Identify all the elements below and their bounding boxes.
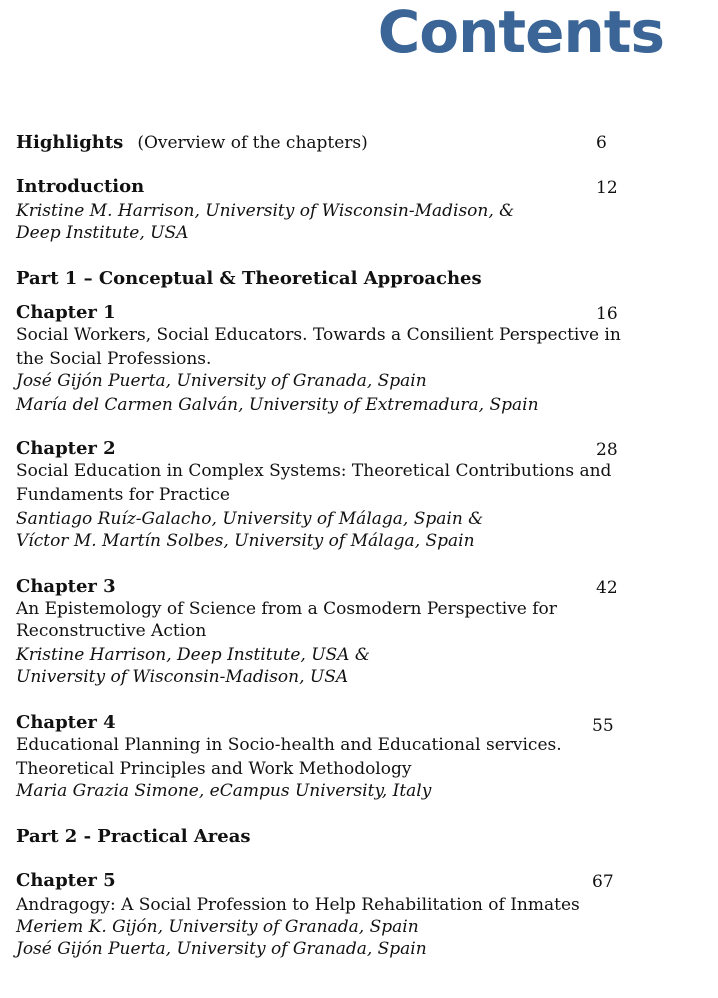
chapter-3-page: 42 bbox=[596, 578, 618, 598]
toc-entry-introduction[interactable]: Introduction bbox=[16, 176, 145, 197]
chapter-4-author-line: Maria Grazia Simone, eCampus University, Italy bbox=[16, 781, 432, 801]
chapter-2-author-line: Santiago Ruíz-Galacho, University of Málaga, Spain & bbox=[16, 509, 484, 529]
chapter-5-author-line: Meriem K. Gijón, University of Granada, Spain bbox=[16, 917, 419, 937]
toc-entry-chapter-1[interactable]: Chapter 1 bbox=[16, 302, 116, 323]
highlights-label: Highlights bbox=[16, 132, 124, 153]
page-title: Contents bbox=[377, 0, 664, 66]
chapter-1-page: 16 bbox=[596, 304, 618, 324]
chapter-3-title-line: Reconstructive Action bbox=[16, 621, 207, 641]
chapter-2-author-line: Víctor M. Martín Solbes, University of Málaga, Spain bbox=[16, 531, 475, 551]
highlights-page: 6 bbox=[596, 133, 607, 153]
chapter-4-page: 55 bbox=[592, 716, 614, 736]
chapter-4-title-line: Educational Planning in Socio-health and Educational services. bbox=[16, 735, 562, 755]
part-1-heading[interactable]: Part 1 – Conceptual & Theoretical Approaches bbox=[16, 268, 482, 289]
chapter-2-title-line: Fundaments for Practice bbox=[16, 485, 230, 505]
introduction-author-line: Kristine M. Harrison, University of Wisconsin-Madison, & bbox=[16, 201, 515, 221]
chapter-3-author-line: Kristine Harrison, Deep Institute, USA & bbox=[16, 645, 370, 665]
chapter-2-title-line: Social Education in Complex Systems: Theoretical Contributions and bbox=[16, 461, 612, 481]
part-2-heading[interactable]: Part 2 - Practical Areas bbox=[16, 826, 251, 847]
chapter-4-title-line: Theoretical Principles and Work Methodology bbox=[16, 759, 412, 779]
chapter-5-title-line: Andragogy: A Social Profession to Help Rehabilitation of Inmates bbox=[16, 895, 580, 915]
toc-entry-chapter-4[interactable]: Chapter 4 bbox=[16, 712, 116, 733]
toc-entry-highlights[interactable] bbox=[16, 132, 368, 154]
chapter-1-title-line: Social Workers, Social Educators. Towards a Consilient Perspective in bbox=[16, 325, 621, 345]
toc-entry-chapter-3[interactable]: Chapter 3 bbox=[16, 576, 116, 597]
highlights-subtitle: (Overview of the chapters) bbox=[137, 133, 368, 153]
chapter-1-author-line: María del Carmen Galván, University of Extremadura, Spain bbox=[16, 395, 539, 415]
introduction-author-line: Deep Institute, USA bbox=[16, 223, 189, 243]
chapter-1-author-line: José Gijón Puerta, University of Granada, Spain bbox=[16, 371, 427, 391]
chapter-3-title-line: An Epistemology of Science from a Cosmodern Perspective for bbox=[16, 599, 557, 619]
chapter-5-page: 67 bbox=[592, 872, 614, 892]
introduction-page: 12 bbox=[596, 178, 618, 198]
chapter-5-author-line: José Gijón Puerta, University of Granada, Spain bbox=[16, 939, 427, 959]
chapter-1-title-line: the Social Professions. bbox=[16, 349, 212, 369]
chapter-3-author-line: University of Wisconsin-Madison, USA bbox=[16, 667, 349, 687]
toc-entry-chapter-5[interactable]: Chapter 5 bbox=[16, 870, 116, 891]
toc-entry-chapter-2[interactable]: Chapter 2 bbox=[16, 438, 116, 459]
chapter-2-page: 28 bbox=[596, 440, 618, 460]
